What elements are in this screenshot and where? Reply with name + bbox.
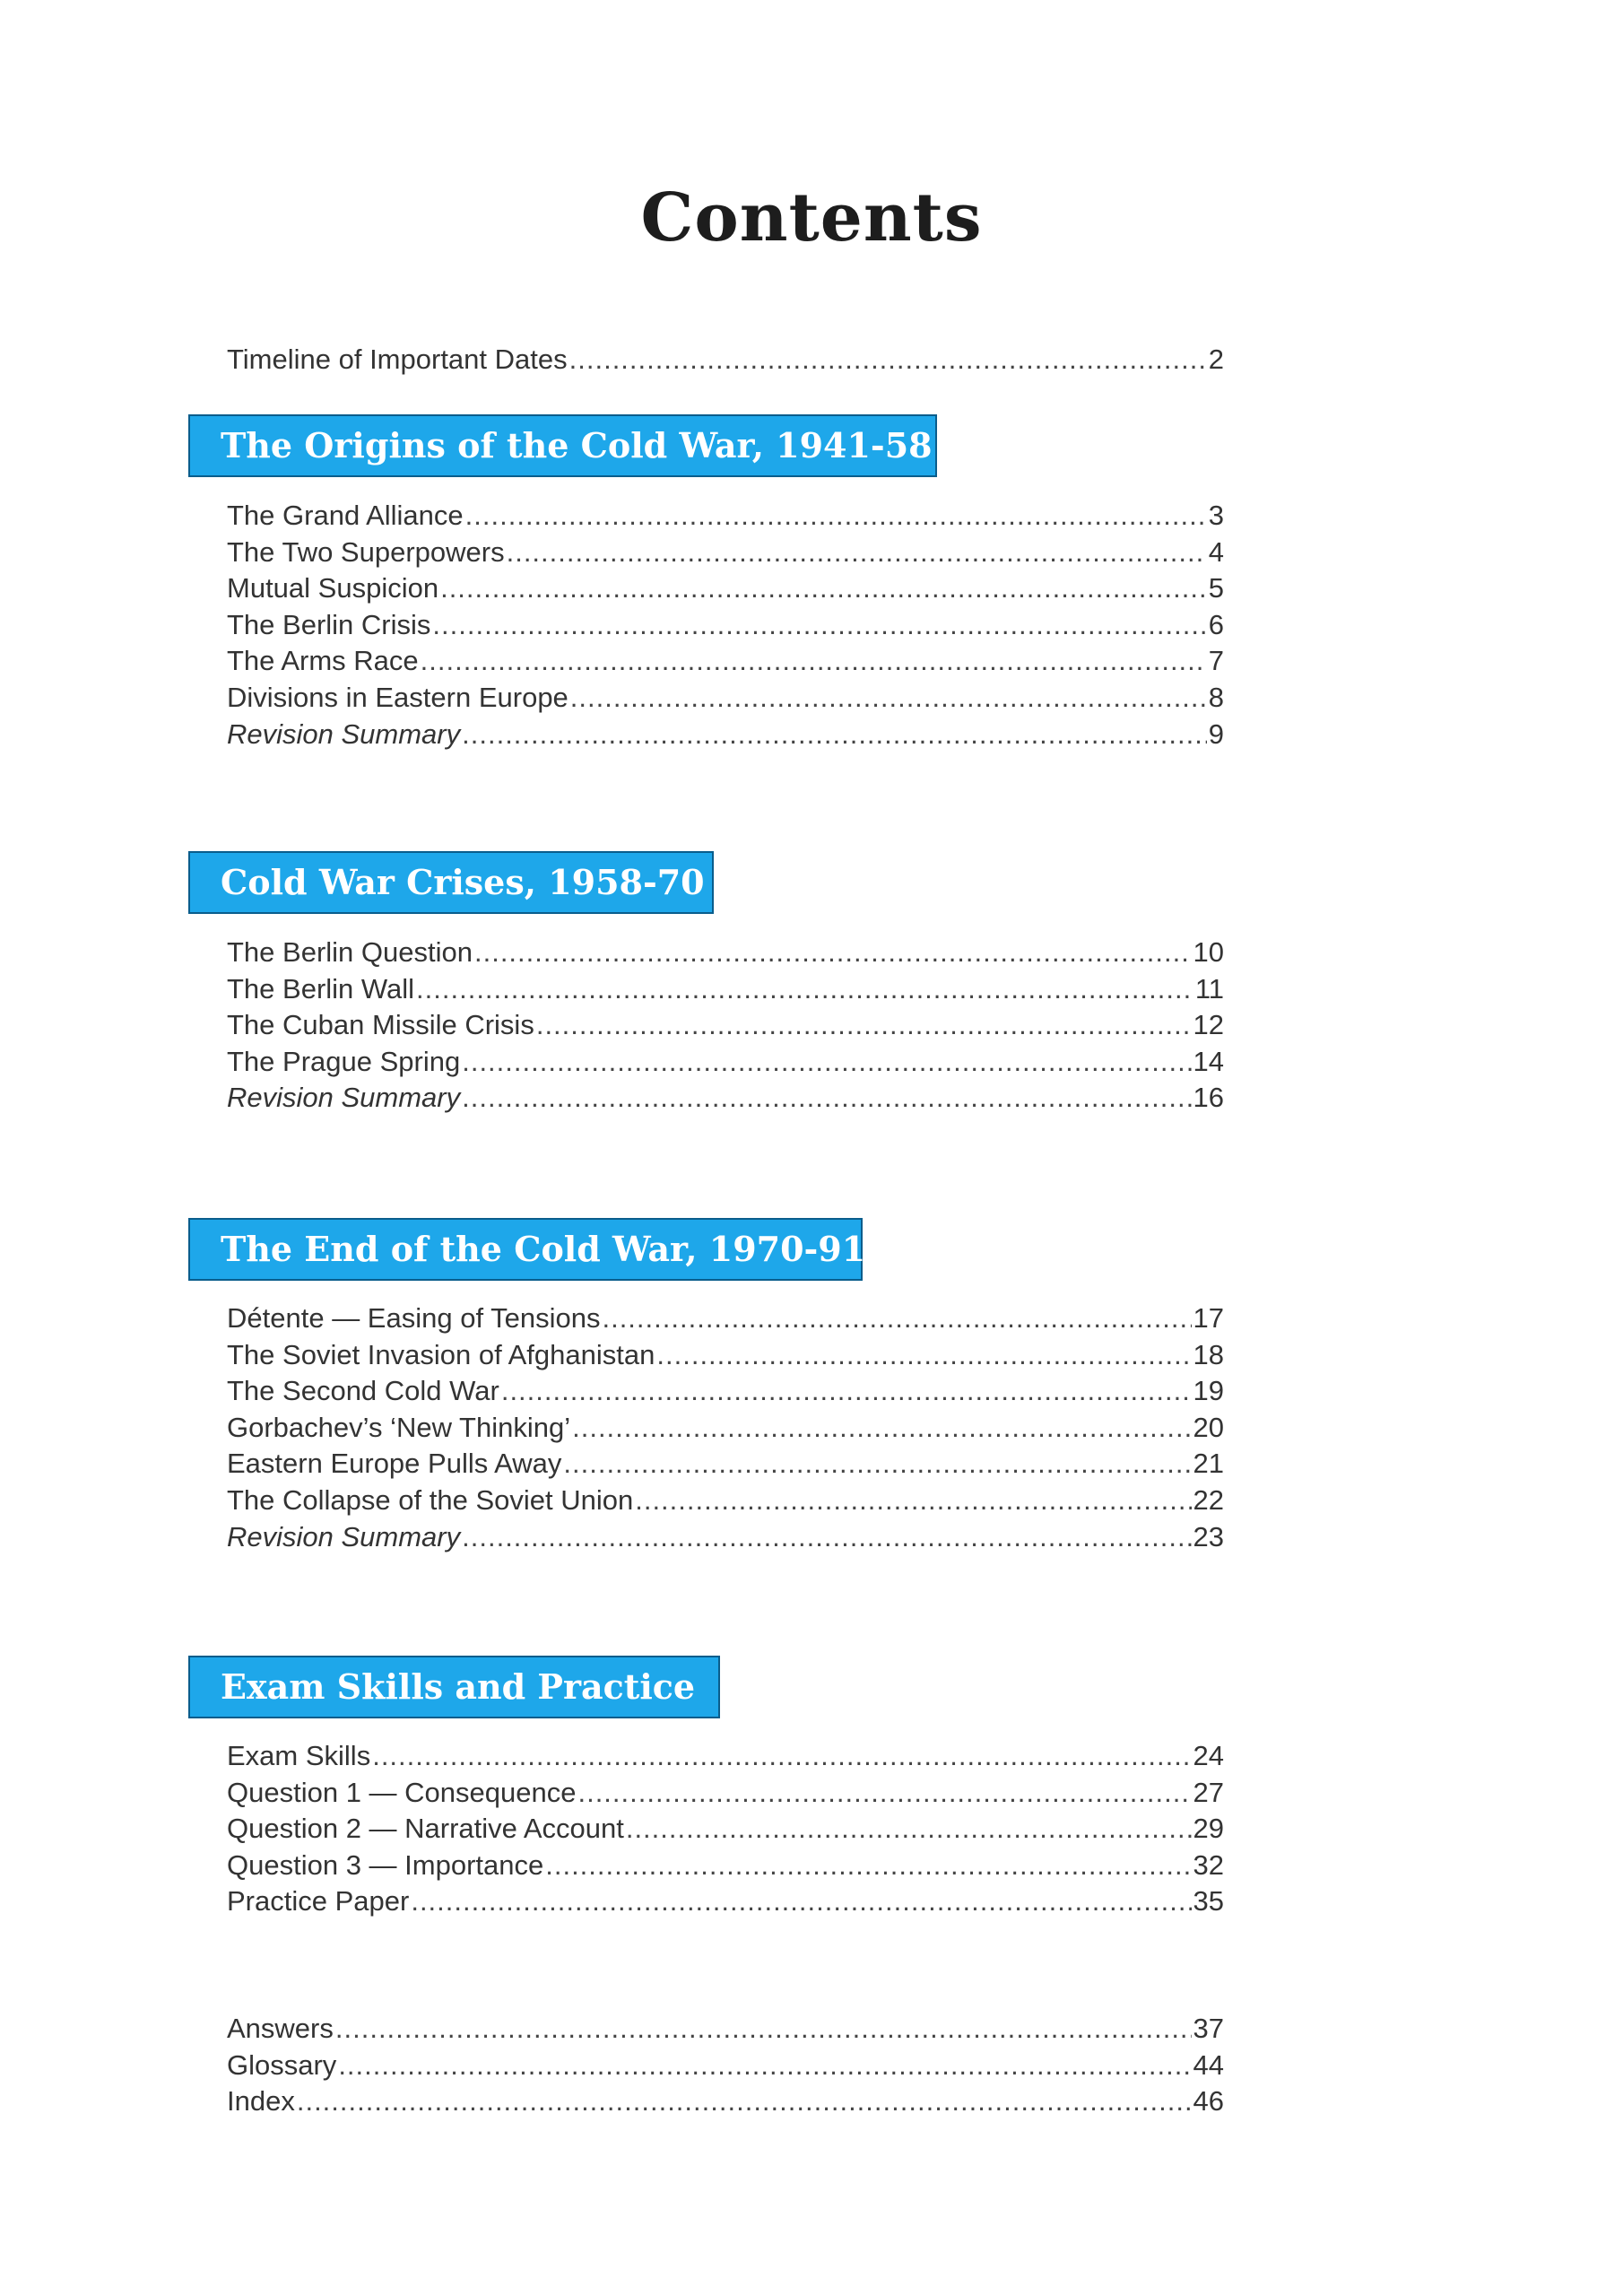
- toc-entry[interactable]: [227, 535, 1224, 571]
- toc-entry-label: Question 1 — Consequence: [227, 1776, 577, 1808]
- toc-entry-label: The Berlin Crisis: [227, 608, 431, 640]
- toc-entry-page: 11: [1194, 972, 1224, 1004]
- toc-entry-label: The Grand Alliance: [227, 500, 464, 531]
- toc-entry-label: Revision Summary: [227, 1520, 461, 1552]
- dot-leader: [432, 607, 1206, 644]
- toc-entry-page: 16: [1193, 1082, 1224, 1114]
- page-title: Contents: [640, 178, 983, 257]
- toc-entry-label: Timeline of Important Dates: [227, 344, 568, 375]
- toc-entry-label: Divisions in Eastern Europe: [227, 681, 568, 713]
- toc-entry-page: 10: [1193, 936, 1224, 968]
- toc-entry[interactable]: [227, 2011, 1224, 2048]
- toc-entry-page: 29: [1193, 1813, 1224, 1845]
- dot-leader: [570, 680, 1207, 717]
- toc-entry-page: 4: [1208, 535, 1224, 568]
- toc-entry-page: 14: [1193, 1045, 1224, 1077]
- toc-entry[interactable]: [227, 1410, 1224, 1447]
- toc-entry-page: 37: [1193, 2013, 1224, 2044]
- toc-entry-label: Practice Paper: [227, 1885, 410, 1918]
- toc-entry[interactable]: [227, 1044, 1224, 1081]
- dot-leader: [635, 1483, 1191, 1519]
- toc-entry-page: 17: [1193, 1302, 1224, 1334]
- toc-entry-label: The Second Cold War: [227, 1375, 499, 1407]
- toc-section-origins: [227, 498, 1224, 752]
- toc-section-end: [227, 1300, 1224, 1555]
- section-header-origins: The Origins of the Cold War, 1941-58: [188, 414, 937, 477]
- toc-entry-label: Glossary: [227, 2048, 337, 2081]
- toc-entry-page: 24: [1193, 1740, 1224, 1771]
- toc-entry-page: 32: [1193, 1848, 1224, 1881]
- toc-entry-page: 6: [1208, 608, 1224, 640]
- toc-section-crises: [227, 935, 1224, 1117]
- toc-entry[interactable]: [227, 498, 1224, 535]
- toc-entry-label: Revision Summary: [227, 718, 461, 750]
- toc-entry-page: 21: [1193, 1448, 1224, 1480]
- dot-leader: [474, 935, 1192, 971]
- section-header-exam: Exam Skills and Practice: [188, 1656, 720, 1718]
- dot-leader: [626, 1811, 1192, 1848]
- toc-entry-page: 23: [1193, 1520, 1224, 1552]
- toc-entry[interactable]: [227, 971, 1224, 1008]
- dot-leader: [335, 2011, 1192, 2048]
- toc-entry-page: 44: [1193, 2048, 1224, 2081]
- dot-leader: [440, 570, 1207, 607]
- dot-leader: [462, 717, 1207, 753]
- dot-leader: [577, 1775, 1191, 1812]
- toc-entry-label: The Two Superpowers: [227, 535, 505, 568]
- toc-entry-revision-summary[interactable]: [227, 717, 1224, 753]
- toc-entry-label: Revision Summary: [227, 1082, 461, 1114]
- dot-leader: [411, 1883, 1191, 1920]
- toc-entry[interactable]: [227, 935, 1224, 971]
- toc-entry-label: The Collapse of the Soviet Union: [227, 1483, 634, 1516]
- toc-entry[interactable]: [227, 607, 1224, 644]
- dot-leader: [421, 643, 1207, 680]
- toc-back-matter: [227, 2011, 1224, 2120]
- toc-entry[interactable]: [227, 680, 1224, 717]
- dot-leader: [563, 1446, 1191, 1483]
- toc-entry-label: The Prague Spring: [227, 1045, 461, 1077]
- toc-entry-revision-summary[interactable]: [227, 1519, 1224, 1556]
- toc-entry-page: 9: [1208, 718, 1224, 750]
- dot-leader: [656, 1337, 1191, 1374]
- toc-entry[interactable]: [227, 342, 1224, 378]
- toc-entry-page: 19: [1193, 1375, 1224, 1407]
- toc-entry-label: The Berlin Question: [227, 936, 473, 968]
- dot-leader: [462, 1519, 1191, 1556]
- toc-entry-page: 27: [1193, 1776, 1224, 1808]
- toc-entry-page: 46: [1193, 2085, 1224, 2118]
- toc-entry-revision-summary[interactable]: [227, 1080, 1224, 1117]
- toc-entry-page: 18: [1193, 1338, 1224, 1370]
- toc-entry[interactable]: [227, 1337, 1224, 1374]
- toc-entry-label: Eastern Europe Pulls Away: [227, 1448, 562, 1480]
- toc-entry-label: The Berlin Wall: [227, 972, 415, 1004]
- dot-leader: [372, 1738, 1191, 1775]
- section-header-end: The End of the Cold War, 1970-91: [188, 1218, 863, 1281]
- toc-entry-page: 5: [1208, 572, 1224, 604]
- toc-entry-label: Gorbachev’s ‘New Thinking’: [227, 1411, 571, 1443]
- toc-entry-page: 12: [1193, 1009, 1224, 1041]
- dot-leader: [416, 971, 1193, 1008]
- toc-entry-label: Détente — Easing of Tensions: [227, 1302, 601, 1334]
- toc-entry-page: 7: [1208, 645, 1224, 677]
- toc-entry-page: 8: [1208, 681, 1224, 713]
- toc-entry-label: The Soviet Invasion of Afghanistan: [227, 1338, 655, 1370]
- toc-entry-label: Question 2 — Narrative Account: [227, 1813, 624, 1845]
- toc-entry[interactable]: [227, 1883, 1224, 1920]
- toc-entry-label: Index: [227, 2085, 295, 2118]
- toc-entry[interactable]: [227, 1775, 1224, 1812]
- toc-entry-page: 22: [1193, 1483, 1224, 1516]
- toc-entry[interactable]: [227, 2048, 1224, 2084]
- dot-leader: [462, 1044, 1191, 1081]
- dot-leader: [545, 1848, 1191, 1884]
- dot-leader: [297, 2083, 1192, 2120]
- toc-entry[interactable]: [227, 1738, 1224, 1775]
- toc-entry-label: The Cuban Missile Crisis: [227, 1009, 534, 1041]
- dot-leader: [507, 535, 1207, 571]
- dot-leader: [572, 1410, 1191, 1447]
- toc-entry[interactable]: [227, 1483, 1224, 1519]
- toc-entry-page: 35: [1193, 1885, 1224, 1918]
- toc-entry-label: Mutual Suspicion: [227, 572, 439, 604]
- toc-entry[interactable]: [227, 1811, 1224, 1848]
- toc-entry-page: 3: [1208, 500, 1224, 531]
- toc-entry-page: 2: [1208, 344, 1224, 375]
- toc-entry[interactable]: [227, 2083, 1224, 2120]
- toc-entry[interactable]: [227, 1848, 1224, 1884]
- toc-entry-label: Question 3 — Importance: [227, 1848, 544, 1881]
- dot-leader: [536, 1007, 1192, 1044]
- toc-entry-label: Exam Skills: [227, 1740, 371, 1771]
- section-header-crises: Cold War Crises, 1958-70: [188, 851, 714, 914]
- toc-entry[interactable]: [227, 570, 1224, 607]
- dot-leader: [501, 1373, 1192, 1410]
- toc-entry[interactable]: [227, 1007, 1224, 1044]
- toc-intro: [227, 342, 1224, 378]
- toc-entry[interactable]: [227, 1373, 1224, 1410]
- dot-leader: [602, 1300, 1191, 1337]
- toc-entry[interactable]: [227, 1446, 1224, 1483]
- toc-entry-label: The Arms Race: [227, 645, 419, 677]
- toc-entry-label: Answers: [227, 2013, 334, 2044]
- toc-entry[interactable]: [227, 1300, 1224, 1337]
- dot-leader: [569, 342, 1207, 378]
- toc-entry-page: 20: [1193, 1411, 1224, 1443]
- dot-leader: [338, 2048, 1191, 2084]
- dot-leader: [462, 1080, 1191, 1117]
- dot-leader: [465, 498, 1207, 535]
- toc-entry[interactable]: [227, 643, 1224, 680]
- toc-section-exam: [227, 1738, 1224, 1920]
